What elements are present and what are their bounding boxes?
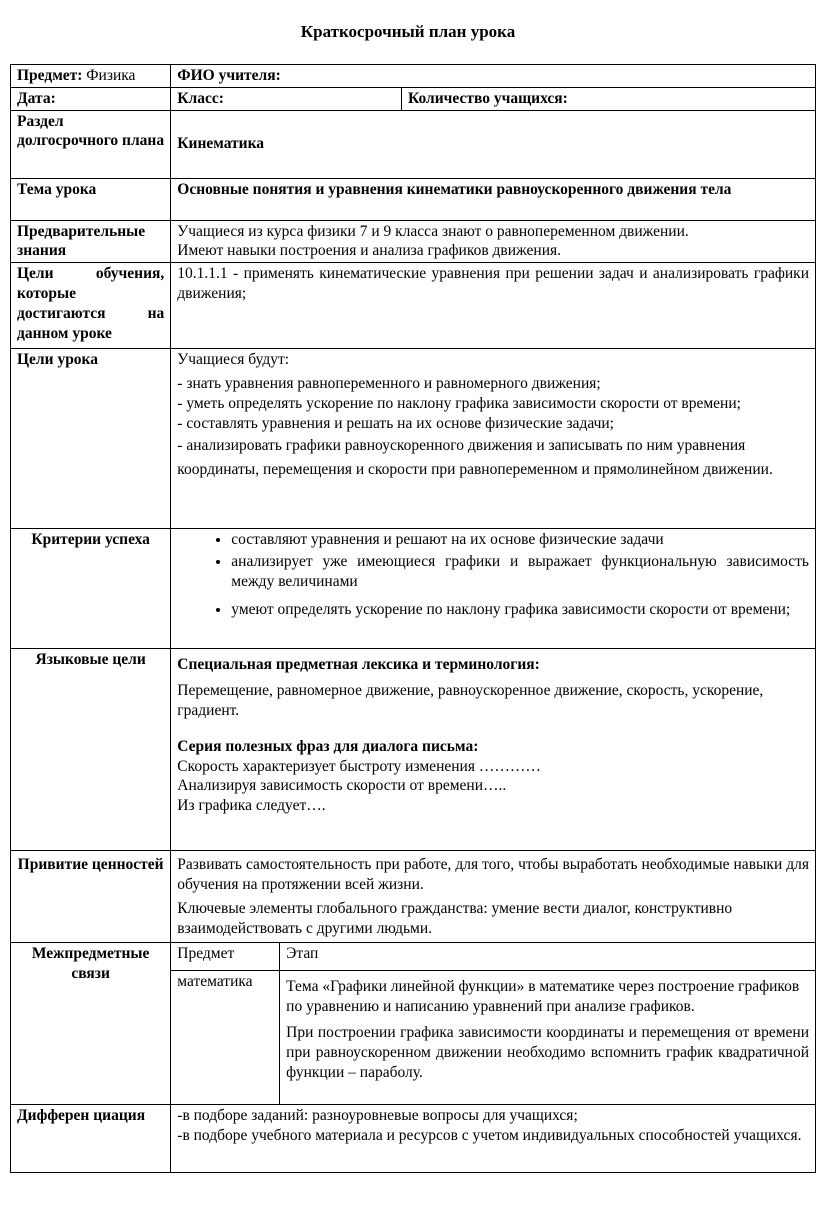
goals-item: - составлять уравнения и решать на их основе физические задачи; [177, 414, 614, 432]
teacher-label: ФИО учителя: [171, 65, 816, 88]
values-text-2: Ключевые элементы глобального гражданства: умение вести диалог, конструктивно взаимодействовать с другими людьми. [177, 899, 733, 937]
inter-col-subject: Предмет [171, 943, 280, 971]
inter-label: Межпредметные связи [11, 943, 171, 1105]
page-title: Краткосрочный план урока [300, 22, 516, 41]
goals-item: - анализировать графики равноускоренного движения и записывать по ним уравнения координаты, перемещения и скорости при равнопеременном и прямолинейном движении. [177, 436, 773, 479]
criteria-item: • анализирует уже имеющиеся графики и выражает функциональную зависимость между величинами [231, 552, 809, 592]
objectives-value: 10.1.1.1 - применять кинематические уравнения при решении задач и анализировать графики движения; [171, 263, 816, 349]
row-date [11, 87, 816, 110]
row-topic [11, 178, 816, 220]
count-label: Количество учащихся: [402, 87, 816, 110]
language-terms: Перемещение, равномерное движение, равноускоренное движение, скорость, ускорение, градиент. [177, 682, 764, 719]
prior-text-1: Учащиеся из курса физики 7 и 9 класса знают о равнопеременном движении. [177, 222, 689, 240]
goals-intro: Учащиеся будут: [177, 351, 290, 369]
language-cell [171, 649, 816, 851]
row-language [11, 649, 816, 851]
goals-item: - уметь определять ускорение по наклону графика зависимости скорости от времени; [177, 394, 741, 412]
row-objectives [11, 263, 816, 349]
subject-cell [11, 65, 171, 88]
subject-value: Физика [86, 67, 136, 84]
inter-col-stage: Этап [280, 943, 816, 971]
class-label: Класс: [171, 87, 402, 110]
row-prior [11, 220, 816, 263]
section-label: Раздел долгосрочного плана [11, 110, 171, 178]
inter-stage-cell [280, 971, 816, 1105]
row-subject [11, 65, 816, 88]
row-criteria [11, 529, 816, 649]
values-cell [171, 851, 816, 943]
topic-value: Основные понятия и уравнения кинематики равноускоренного движения тела [171, 178, 816, 220]
section-value: Кинематика [171, 110, 816, 178]
date-label: Дата: [11, 87, 171, 110]
inter-stage-2: При построении графика зависимости координаты и перемещения от времени при равноускоренном движении необходимо вспомнить график квадратичной функции – параболу. [286, 1023, 809, 1081]
topic-label: Тема урока [11, 178, 171, 220]
criteria-list [177, 530, 809, 619]
prior-cell [171, 220, 816, 263]
inter-stage-1: Тема «Графики линейной функции» в математике через построение графиков по уравнению и написанию уравнений при анализе графиков. [286, 978, 800, 1016]
objectives-label: Цели обучения, которые достигаются на данном уроке [11, 263, 171, 349]
language-heading: Специальная предметная лексика и терминология: [177, 656, 540, 674]
row-goals [11, 349, 816, 529]
criteria-cell [171, 529, 816, 649]
language-phrase: Из графика следует…. [177, 797, 326, 815]
values-text-1: Развивать самостоятельность при работе, для того, чтобы выработать необходимые навыки для обучения на протяжении всей жизни. [177, 856, 809, 894]
criteria-item: • умеют определять ускорение по наклону графика зависимости скорости от времени; [231, 600, 809, 620]
language-phrase: Анализируя зависимость скорости от времени….. [177, 777, 507, 795]
values-label: Привитие ценностей [11, 851, 171, 943]
goals-cell [171, 349, 816, 529]
row-inter-header [11, 943, 816, 971]
subject-label: Предмет: [17, 67, 83, 84]
diff-cell [171, 1105, 816, 1173]
prior-label: Предварительные знания [11, 220, 171, 263]
prior-text-2: Имеют навыки построения и анализа графиков движения. [177, 242, 561, 260]
goals-label: Цели урока [11, 349, 171, 529]
diff-label: Дифферен циация [11, 1105, 171, 1173]
criteria-label: Критерии успеха [11, 529, 171, 649]
inter-subject: математика [171, 971, 280, 1105]
language-label: Языковые цели [11, 649, 171, 851]
goals-item: - знать уравнения равнопеременного и равномерного движения; [177, 375, 601, 393]
language-phrases-heading: Серия полезных фраз для диалога письма: [177, 737, 479, 755]
language-phrase: Скорость характеризует быстроту изменения ………… [177, 757, 541, 775]
criteria-item: • составляют уравнения и решают на их основе физические задачи [231, 530, 809, 550]
lesson-plan-table [10, 64, 816, 1173]
row-diff [11, 1105, 816, 1173]
diff-item: -в подборе учебного материала и ресурсов с учетом индивидуальных способностей учащихся. [177, 1127, 802, 1145]
diff-item: -в подборе заданий: разноуровневые вопросы для учащихся; [177, 1107, 578, 1125]
row-section [11, 110, 816, 178]
row-values [11, 851, 816, 943]
